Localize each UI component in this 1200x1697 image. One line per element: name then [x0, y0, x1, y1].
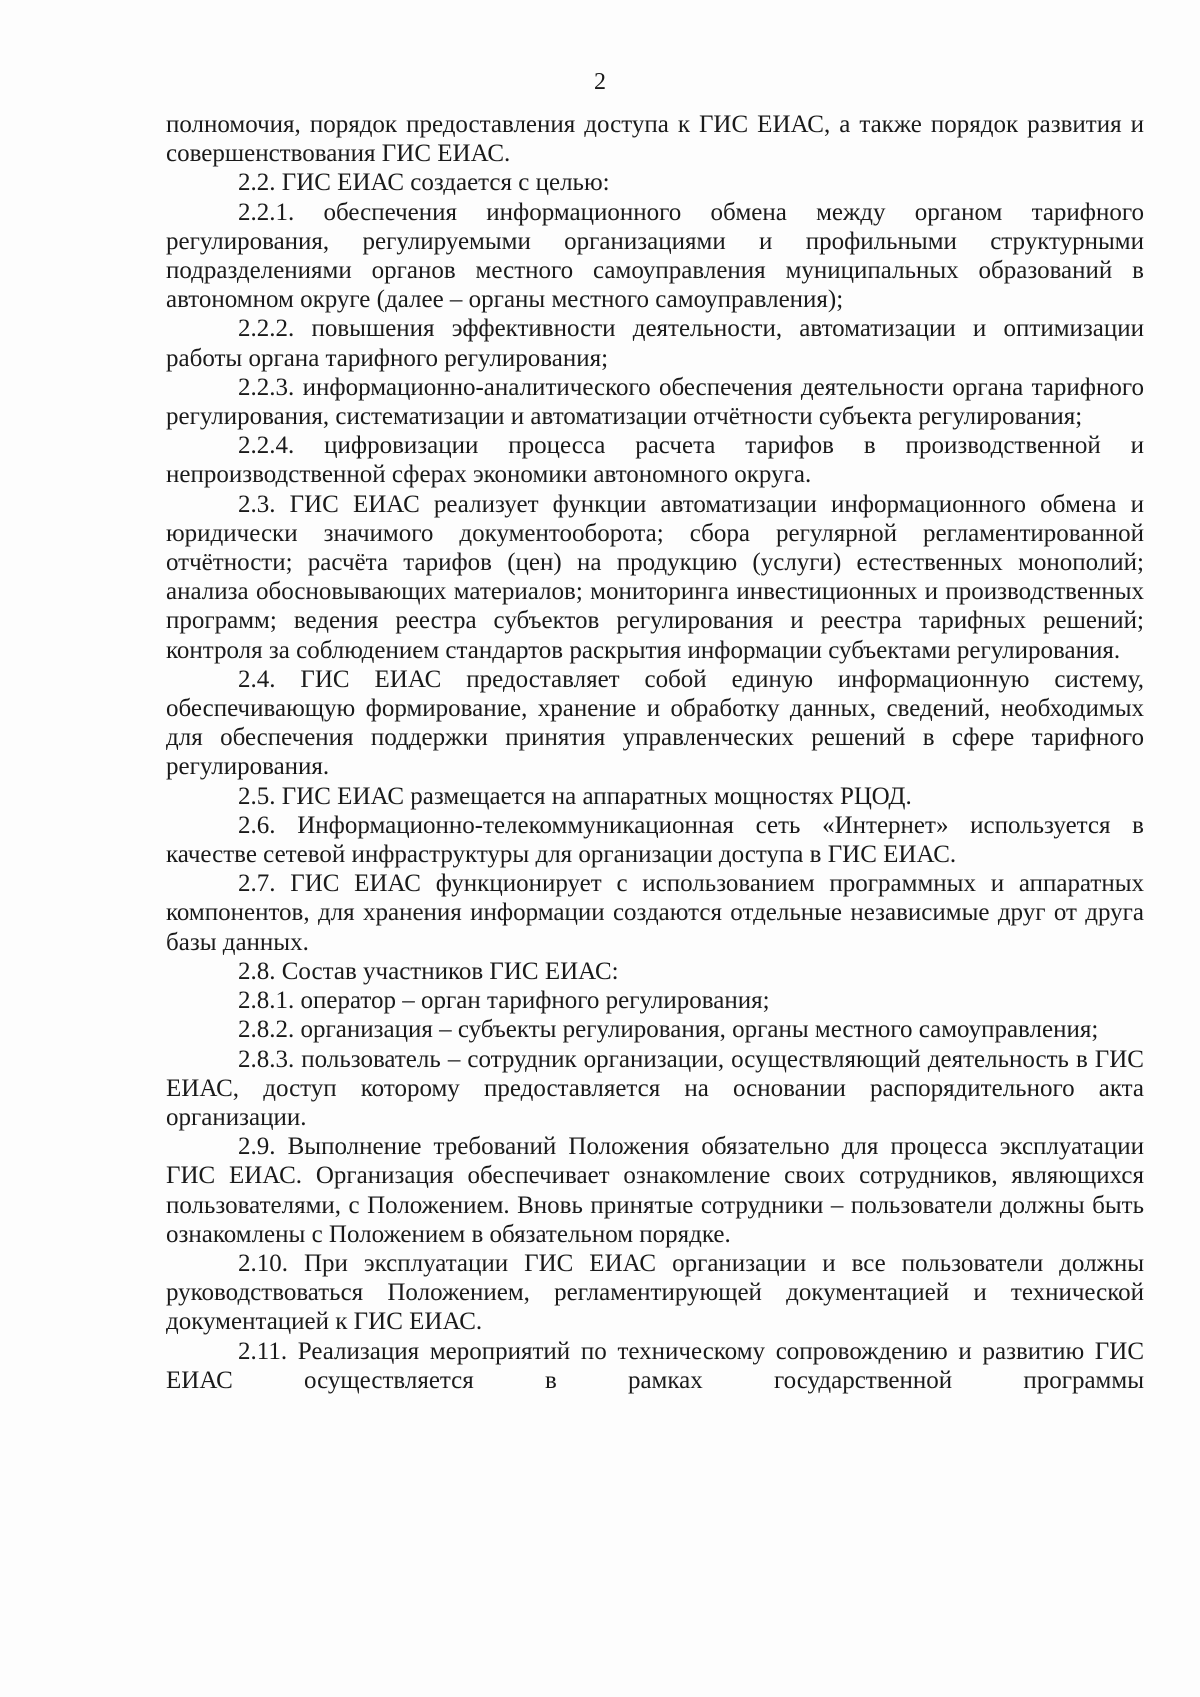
paragraph-2-9: 2.9. Выполнение требований Положения обязательно для процесса эксплуатации ГИС ЕИАС. Организация обеспечивает ознакомление своих сотрудников, являющихся пользователями, с Положением. Вновь принятые сотрудники – пользователи должны быть ознакомлены с Положением в обязательном порядке. [166, 1133, 1144, 1248]
paragraph-2-7: 2.7. ГИС ЕИАС функционирует с использованием программных и аппаратных компонентов, для хранения информации создаются отдельные независимые друг от друга базы данных. [166, 870, 1144, 956]
paragraph-2-6: 2.6. Информационно-телекоммуникационная сеть «Интернет» используется в качестве сетевой инфраструктуры для организации доступа в ГИС ЕИАС. [166, 811, 1144, 869]
paragraph-2-5: 2.5. ГИС ЕИАС размещается на аппаратных мощностях РЦОД. [238, 782, 912, 810]
paragraph-2-8-1: 2.8.1. оператор – орган тарифного регулирования; [238, 987, 770, 1015]
paragraph-2-2-1: 2.2.1. обеспечения информационного обмена между органом тарифного регулирования, регулируемыми организациями и профильными структурными подразделениями органов местного самоуправления муниципальных образований в автономном округе (далее – органы местного самоуправления); [166, 198, 1144, 314]
paragraph-2-8-2: 2.8.2. организация – субъекты регулирования, органы местного самоуправления; [238, 1016, 1099, 1044]
paragraph-2-2-4: 2.2.4. цифровизации процесса расчета тарифов в производственной и непроизводственной сферах экономики автономного округа. [166, 432, 1144, 489]
paragraph-2-10: 2.10. При эксплуатации ГИС ЕИАС организации и все пользователи должны руководствоваться Положением, регламентирующей документацией и технической документацией к ГИС ЕИАС. [166, 1249, 1144, 1336]
paragraph-2-2: 2.2. ГИС ЕИАС создается с целью: [238, 169, 610, 197]
paragraph-2-2-3: 2.2.3. информационно-аналитического обеспечения деятельности органа тарифного регулирования, систематизации и автоматизации отчётности субъекта регулирования; [166, 373, 1144, 431]
paragraph-continuation: полномочия, порядок предоставления доступа к ГИС ЕИАС, а также порядок развития и совершенствования ГИС ЕИАС. [166, 111, 1144, 168]
paragraph-2-3: 2.3. ГИС ЕИАС реализует функции автоматизации информационного обмена и юридически значимого документооборота; сбора регулярной регламентированной отчётности; расчёта тарифов (цен) на продукцию (услуги) естественных монополий; анализа обосновывающих материалов; мониторинга инвестиционных и производственных программ; ведения реестра субъектов регулирования и реестра тарифных решений; контроля за соблюдением стандартов раскрытия информации субъектами регулирования. [166, 490, 1144, 664]
paragraph-2-4: 2.4. ГИС ЕИАС предоставляет собой единую информационную систему, обеспечивающую формирование, хранение и обработку данных, сведений, необходимых для обеспечения поддержки принятия управленческих решений в сфере тарифного регулирования. [166, 665, 1144, 781]
document-body [166, 110, 1144, 1395]
paragraph-2-11: 2.11. Реализация мероприятий по техническому сопровождению и развитию ГИС ЕИАС осуществляется в рамках государственной программы [166, 1337, 1144, 1394]
page-number: 2 [594, 69, 606, 95]
paragraph-2-8: 2.8. Состав участников ГИС ЕИАС: [238, 957, 619, 985]
paragraph-2-2-2: 2.2.2. повышения эффективности деятельности, автоматизации и оптимизации работы органа тарифного регулирования; [166, 315, 1144, 372]
paragraph-2-8-3: 2.8.3. пользователь – сотрудник организации, осуществляющий деятельность в ГИС ЕИАС, доступ которому предоставляется на основании распорядительного акта организации. [166, 1045, 1144, 1131]
